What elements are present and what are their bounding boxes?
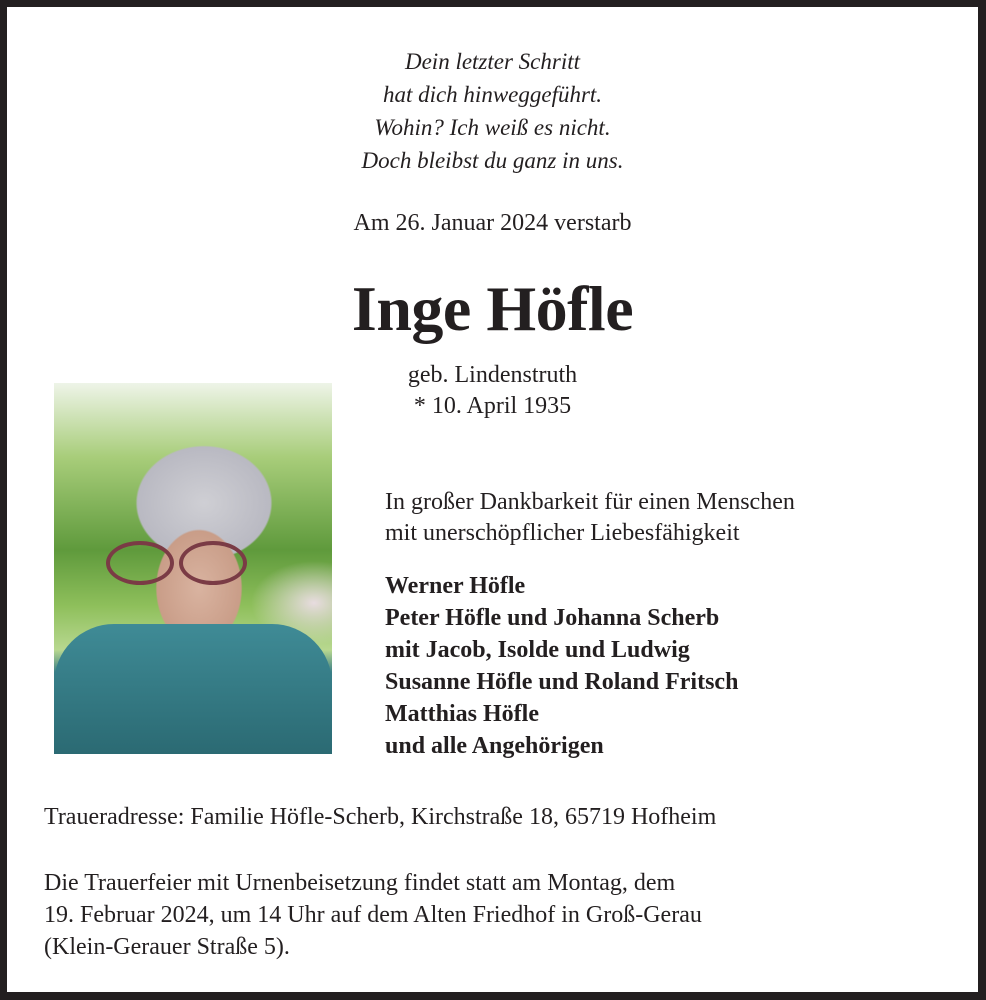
photo-glasses-right — [179, 541, 247, 585]
ceremony-line: (Klein-Gerauer Straße 5). — [44, 934, 290, 960]
poem-line: Doch bleibst du ganz in uns. — [361, 148, 624, 173]
thanks-line: mit unerschöpflicher Liebesfähigkeit — [385, 520, 740, 546]
mourner: Matthias Höfle — [385, 701, 539, 727]
ceremony-info — [44, 867, 944, 963]
poem-line: Wohin? Ich weiß es nicht. — [374, 115, 611, 140]
birth-date: * 10. April 1935 — [413, 393, 572, 419]
mourner: und alle Angehörigen — [385, 733, 604, 759]
ceremony-line: Die Trauerfeier mit Urnenbeisetzung findet statt am Montag, dem — [44, 870, 676, 896]
poem-line: Dein letzter Schritt — [404, 49, 581, 74]
mourning-address: Traueradresse: Familie Höfle-Scherb, Kirchstraße 18, 65719 Hofheim — [44, 804, 717, 830]
mourner: mit Jacob, Isolde und Ludwig — [385, 637, 690, 663]
deceased-name: Inge Höfle — [351, 273, 634, 344]
portrait-photo — [54, 383, 332, 754]
mourner: Werner Höfle — [385, 573, 526, 599]
obituary-notice — [7, 7, 978, 992]
mourner: Peter Höfle und Johanna Scherb — [385, 605, 720, 631]
maiden-name: geb. Lindenstruth — [407, 362, 578, 388]
photo-shirt — [54, 624, 332, 754]
photo-glasses-left — [106, 541, 174, 585]
poem — [7, 45, 978, 177]
death-date-line: Am 26. Januar 2024 verstarb — [353, 210, 632, 236]
thanks-line: In großer Dankbarkeit für einen Menschen — [385, 489, 795, 515]
mourner: Susanne Höfle und Roland Fritsch — [385, 669, 739, 695]
ceremony-line: 19. Februar 2024, um 14 Uhr auf dem Alten Friedhof in Groß-Gerau — [44, 902, 702, 928]
poem-line: hat dich hinweggeführt. — [382, 82, 603, 107]
thanks-text — [385, 487, 795, 549]
mourners-list — [385, 570, 738, 762]
